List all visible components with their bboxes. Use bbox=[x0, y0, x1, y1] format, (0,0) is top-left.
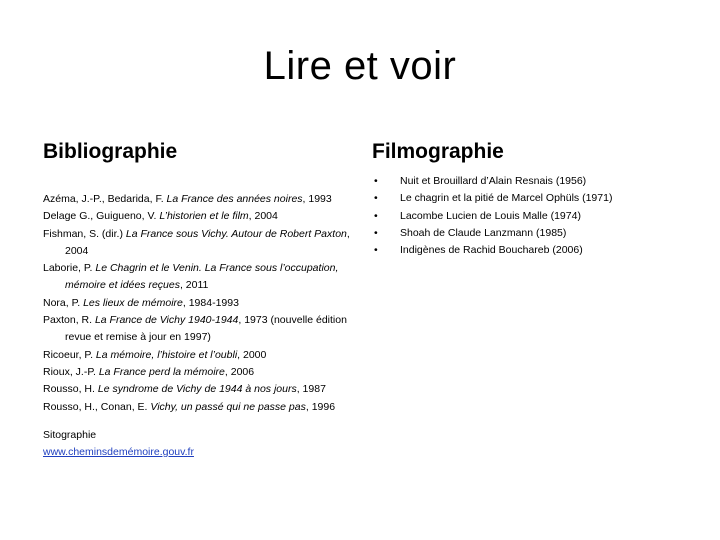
filmography-item: • Le chagrin et la pitié de Marcel Ophüls (1971) bbox=[374, 190, 694, 207]
filmography-item: • Lacombe Lucien de Louis Malle (1974) bbox=[374, 208, 694, 225]
sitography-section bbox=[43, 427, 194, 461]
filmography-list bbox=[374, 173, 694, 259]
bibliography-entry: Rousso, H. Le syndrome de Vichy de 1944 à nos jours, 1987 bbox=[43, 383, 326, 396]
filmography-heading: Filmographie bbox=[372, 140, 504, 163]
bibliography-list bbox=[43, 191, 355, 416]
bibliography-entry: Rousso, H., Conan, E. Vichy, un passé qui ne passe pas, 1996 bbox=[43, 400, 336, 413]
bibliography-entry: Rioux, J.-P. La France perd la mémoire, 2006 bbox=[43, 365, 255, 378]
slide-title: Lire et voir bbox=[263, 44, 457, 88]
bibliography-entry: Ricoeur, P. La mémoire, l’histoire et l’oubli, 2000 bbox=[43, 348, 267, 361]
bibliography-entry: Azéma, J.-P., Bedarida, F. La France des années noires, 1993 bbox=[43, 193, 332, 205]
bullet-icon: • bbox=[374, 226, 378, 239]
filmography-item: • Shoah de Claude Lanzmann (1985) bbox=[374, 225, 694, 242]
sitography-heading: Sitographie bbox=[43, 429, 97, 441]
bullet-icon: • bbox=[374, 244, 378, 257]
bibliography-entry: Delage G., Guigueno, V. L’historien et le film, 2004 bbox=[43, 210, 278, 223]
bibliography-entry: Nora, P. Les lieux de mémoire, 1984-1993 bbox=[43, 296, 239, 309]
sitography-link[interactable]: www.cheminsdemémoire.gouv.fr bbox=[43, 446, 194, 458]
bullet-icon: • bbox=[374, 209, 378, 222]
bullet-icon: • bbox=[374, 192, 378, 205]
bibliography-entry: Paxton, R. La France de Vichy 1940-1944, 1973 (nouvelle édition revue et remise à jour en 1997) bbox=[43, 314, 347, 344]
bibliography-entry: Laborie, P. Le Chagrin et le Venin. La France sous l’occupation, mémoire et idées reçues, 2011 bbox=[43, 262, 339, 292]
bibliography-heading: Bibliographie bbox=[43, 140, 178, 163]
filmography-item: • Indigènes de Rachid Bouchareb (2006) bbox=[374, 242, 694, 259]
filmography-item: • Nuit et Brouillard d’Alain Resnais (1956) bbox=[374, 173, 694, 190]
bullet-icon: • bbox=[374, 175, 378, 187]
bibliography-entry: Fishman, S. (dir.) La France sous Vichy. Autour de Robert Paxton, 2004 bbox=[43, 227, 350, 257]
